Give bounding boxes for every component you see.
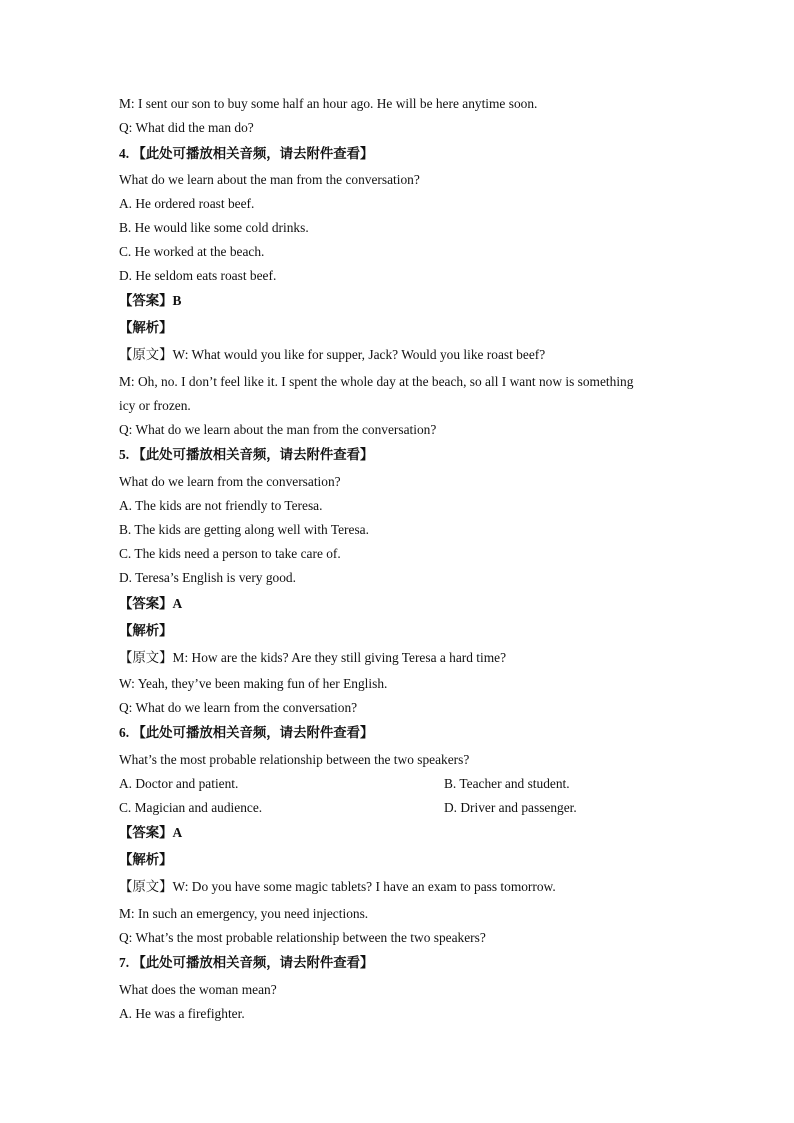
option-a-q7: A. He was a firefighter.	[119, 1006, 245, 1021]
dialogue-line: icy or frozen.	[119, 398, 191, 413]
analysis-label-q5: 【解析】	[119, 623, 173, 638]
audio-placeholder-q7: 7. 【此处可播放相关音频，请去附件查看】	[119, 955, 374, 970]
option-b-q5: B. The kids are getting along well with Teresa.	[119, 522, 369, 537]
option-a-q5: A. The kids are not friendly to Teresa.	[119, 498, 323, 513]
option-d-q5: D. Teresa’s English is very good.	[119, 570, 296, 585]
option-a-q6: A. Doctor and patient.	[119, 776, 239, 791]
audio-placeholder-q4: 4. 【此处可播放相关音频，请去附件查看】	[119, 146, 374, 161]
question-q6: What’s the most probable relationship between the two speakers?	[119, 752, 470, 767]
question-q7: What does the woman mean?	[119, 982, 277, 997]
question-line: Q: What did the man do?	[119, 120, 254, 135]
audio-placeholder-q6: 6. 【此处可播放相关音频，请去附件查看】	[119, 725, 374, 740]
question-line: Q: What’s the most probable relationship between the two speakers?	[119, 930, 486, 945]
option-b-q4: B. He would like some cold drinks.	[119, 220, 309, 235]
option-a-q4: A. He ordered roast beef.	[119, 196, 255, 211]
audio-placeholder-q5: 5. 【此处可播放相关音频，请去附件查看】	[119, 447, 374, 462]
transcript-q5: 【原文】M: How are the kids? Are they still giving Teresa a hard time?	[119, 650, 507, 665]
analysis-label-q6: 【解析】	[119, 852, 173, 867]
analysis-label-q4: 【解析】	[119, 320, 173, 335]
option-c-q4: C. He worked at the beach.	[119, 244, 265, 259]
question-q4: What do we learn about the man from the conversation?	[119, 172, 420, 187]
option-d-q4: D. He seldom eats roast beef.	[119, 268, 277, 283]
question-line: Q: What do we learn from the conversation?	[119, 700, 358, 715]
dialogue-line: M: Oh, no. I don’t feel like it. I spent the whole day at the beach, so all I want now is something	[119, 374, 634, 389]
option-c-q5: C. The kids need a person to take care of.	[119, 546, 341, 561]
answer-q5: 【答案】A	[119, 596, 183, 611]
question-line: Q: What do we learn about the man from the conversation?	[119, 422, 437, 437]
option-c-q6: C. Magician and audience.	[119, 800, 263, 815]
transcript-q6: 【原文】W: Do you have some magic tablets? I have an exam to pass tomorrow.	[119, 879, 556, 894]
answer-q6: 【答案】A	[119, 825, 183, 840]
dialogue-line: W: Yeah, they’ve been making fun of her English.	[119, 676, 388, 691]
transcript-q4: 【原文】W: What would you like for supper, Jack? Would you like roast beef?	[119, 347, 546, 362]
option-b-q6: B. Teacher and student.	[444, 776, 570, 791]
question-q5: What do we learn from the conversation?	[119, 474, 341, 489]
dialogue-line: M: In such an emergency, you need injections.	[119, 906, 369, 921]
answer-q4: 【答案】B	[119, 293, 182, 308]
dialogue-line: M: I sent our son to buy some half an hour ago. He will be here anytime soon.	[119, 96, 538, 111]
option-d-q6: D. Driver and passenger.	[444, 800, 577, 815]
